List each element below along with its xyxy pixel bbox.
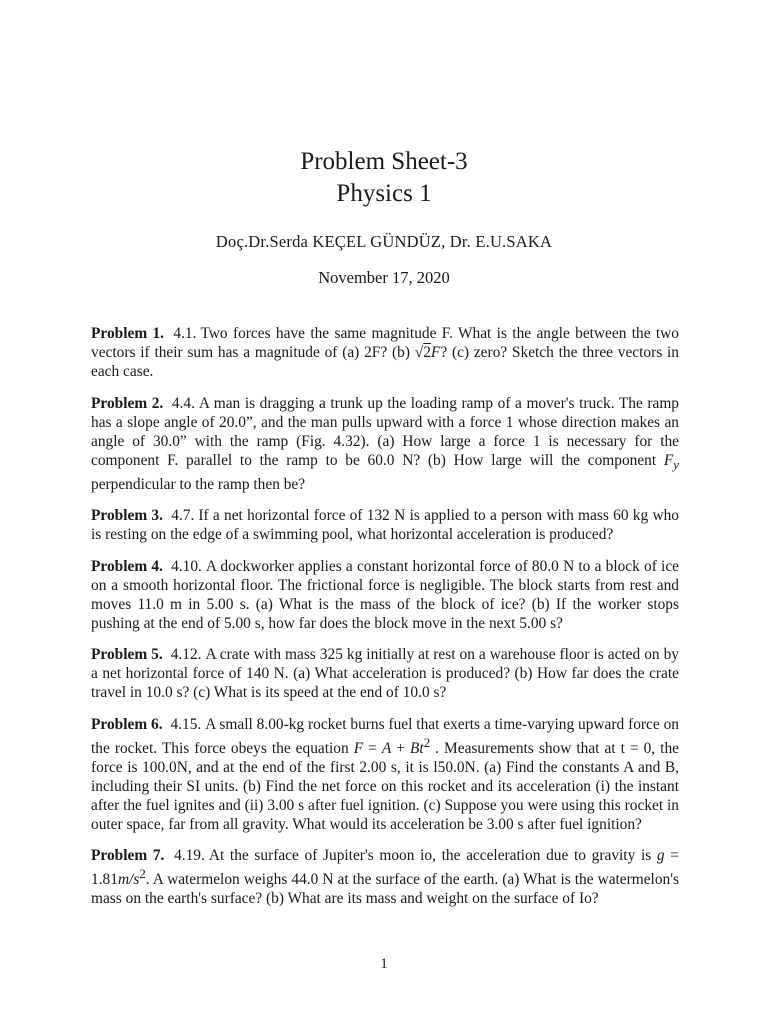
problem-text: A man is dragging a trunk up the loading ramp of a mover's truck. The ramp has a slope angle of 20.0”, and the man pulls upward with a force 1 whose direction makes an angle of 30.0” with the ramp (Fig. 4.32). (a) How large a force 1 is necessary for the component F. parallel to the ramp to be 60.0 N? (b) How large will the component bbox=[91, 394, 679, 469]
problem-label: Problem 1. bbox=[91, 325, 165, 342]
problem-text: If a net horizontal force of 132 N is applied to a person with mass 60 kg who is resting on the edge of a swimming pool, what horizontal acceleration is produced? bbox=[91, 507, 679, 544]
problem-4 bbox=[91, 557, 679, 633]
problem-text: A dockworker applies a constant horizontal force of 80.0 N to a block of ice on a smooth horizontal floor. The frictional force is negligible. The block starts from rest and moves 11.0 m in 5.00 s. (a) What is the mass of the block of ice? (b) If the worker stops pushing at the end of 5.00 s, how far does the block move in the next 5.00 s? bbox=[91, 557, 679, 632]
problem-reference: 4.12. bbox=[170, 646, 202, 664]
math-subscript: y bbox=[673, 457, 679, 472]
sqrt-argument: 2 bbox=[423, 344, 431, 361]
problem-label: Problem 7. bbox=[91, 847, 165, 865]
problem-label: Problem 5. bbox=[91, 646, 163, 664]
sqrt-expression bbox=[415, 344, 431, 361]
page-number: 1 bbox=[380, 956, 388, 972]
math-variable: F bbox=[430, 344, 441, 361]
problem-label: Problem 4. bbox=[91, 557, 163, 575]
math-variable: F bbox=[663, 451, 674, 469]
equation-term-a: A bbox=[381, 739, 392, 757]
problem-label: Problem 6. bbox=[91, 715, 163, 733]
problem-6 bbox=[91, 715, 679, 834]
problem-text: At the surface of Jupiter's moon io, the acceleration due to gravity is bbox=[208, 847, 657, 865]
problem-reference: 4.15. bbox=[170, 715, 202, 733]
problem-label: Problem 2. bbox=[91, 394, 164, 412]
problem-text: perpendicular to the ramp then be? bbox=[91, 475, 306, 493]
equation-value: = 1.81 bbox=[91, 847, 679, 889]
problem-list bbox=[91, 324, 679, 921]
problem-label: Problem 3. bbox=[91, 507, 163, 525]
authors-line: Doç.Dr.Serda KEÇEL GÜNDÜZ, Dr. E.U.SAKA bbox=[215, 232, 553, 251]
course-title: Physics 1 bbox=[336, 180, 432, 207]
equation-lhs: F bbox=[353, 739, 364, 757]
problem-text: Two forces have the same magnitude F. What is the angle between the two vectors if their sum has a magnitude of (a) 2F? (b) bbox=[91, 325, 679, 361]
problem-text: A crate with mass 325 kg initially at rest on a warehouse floor is acted on by a net horizontal force of 140 N. (a) What acceleration is produced? (b) How far does the crate travel in 10.0 s? (c) What is its speed at the end of 10.0 s? bbox=[91, 646, 679, 702]
problem-reference: 4.7. bbox=[171, 507, 195, 525]
equation-g: g bbox=[656, 847, 665, 865]
sqrt-symbol: √ bbox=[414, 344, 424, 361]
equation-equals: = bbox=[363, 739, 382, 757]
equation-unit: m/s bbox=[117, 871, 140, 889]
problem-3 bbox=[91, 506, 679, 544]
problem-reference: 4.1. bbox=[173, 325, 197, 342]
sheet-title: Problem Sheet-3 bbox=[300, 148, 468, 175]
problem-text: . A watermelon weighs 44.0 N at the surface of the earth. (a) What is the watermelon's mass on the earth's surface? (b) What are its mass and weight on the surface of Io? bbox=[91, 871, 679, 908]
equation-plus: + bbox=[391, 739, 411, 757]
equation-term-bt: Bt bbox=[410, 739, 424, 757]
problem-text: ? (c) zero? Sketch the three vectors in each case. bbox=[91, 344, 679, 380]
problem-5 bbox=[91, 645, 679, 702]
equation-exponent: 2 bbox=[423, 735, 431, 750]
problem-2 bbox=[91, 394, 679, 494]
problem-reference: 4.4. bbox=[171, 394, 195, 412]
problem-reference: 4.19. bbox=[174, 847, 205, 865]
problem-7 bbox=[91, 846, 679, 908]
problem-text: A small 8.00-kg rocket burns fuel that exerts a time-varying upward force on the rocket. This force obeys the equation bbox=[91, 715, 679, 757]
problem-reference: 4.10. bbox=[171, 557, 202, 575]
problem-text: . Measurements show that at t = 0, the force is 100.0N, and at the end of the first 2.00 s, it is l50.0N. (a) Find the constants A and B, including their SI units. (b) Find the net force on this rocket and its acceleration (i) the instant after the fuel ignites and (ii) 3.00 s after fuel ignition. (c) Suppose you were using this rocket in outer space, far from all gravity. What would its acceleration be 3.00 s after fuel ignition? bbox=[91, 739, 679, 833]
date-line: November 17, 2020 bbox=[318, 268, 450, 287]
equation-exponent: 2 bbox=[139, 867, 146, 882]
problem-1 bbox=[91, 324, 679, 381]
